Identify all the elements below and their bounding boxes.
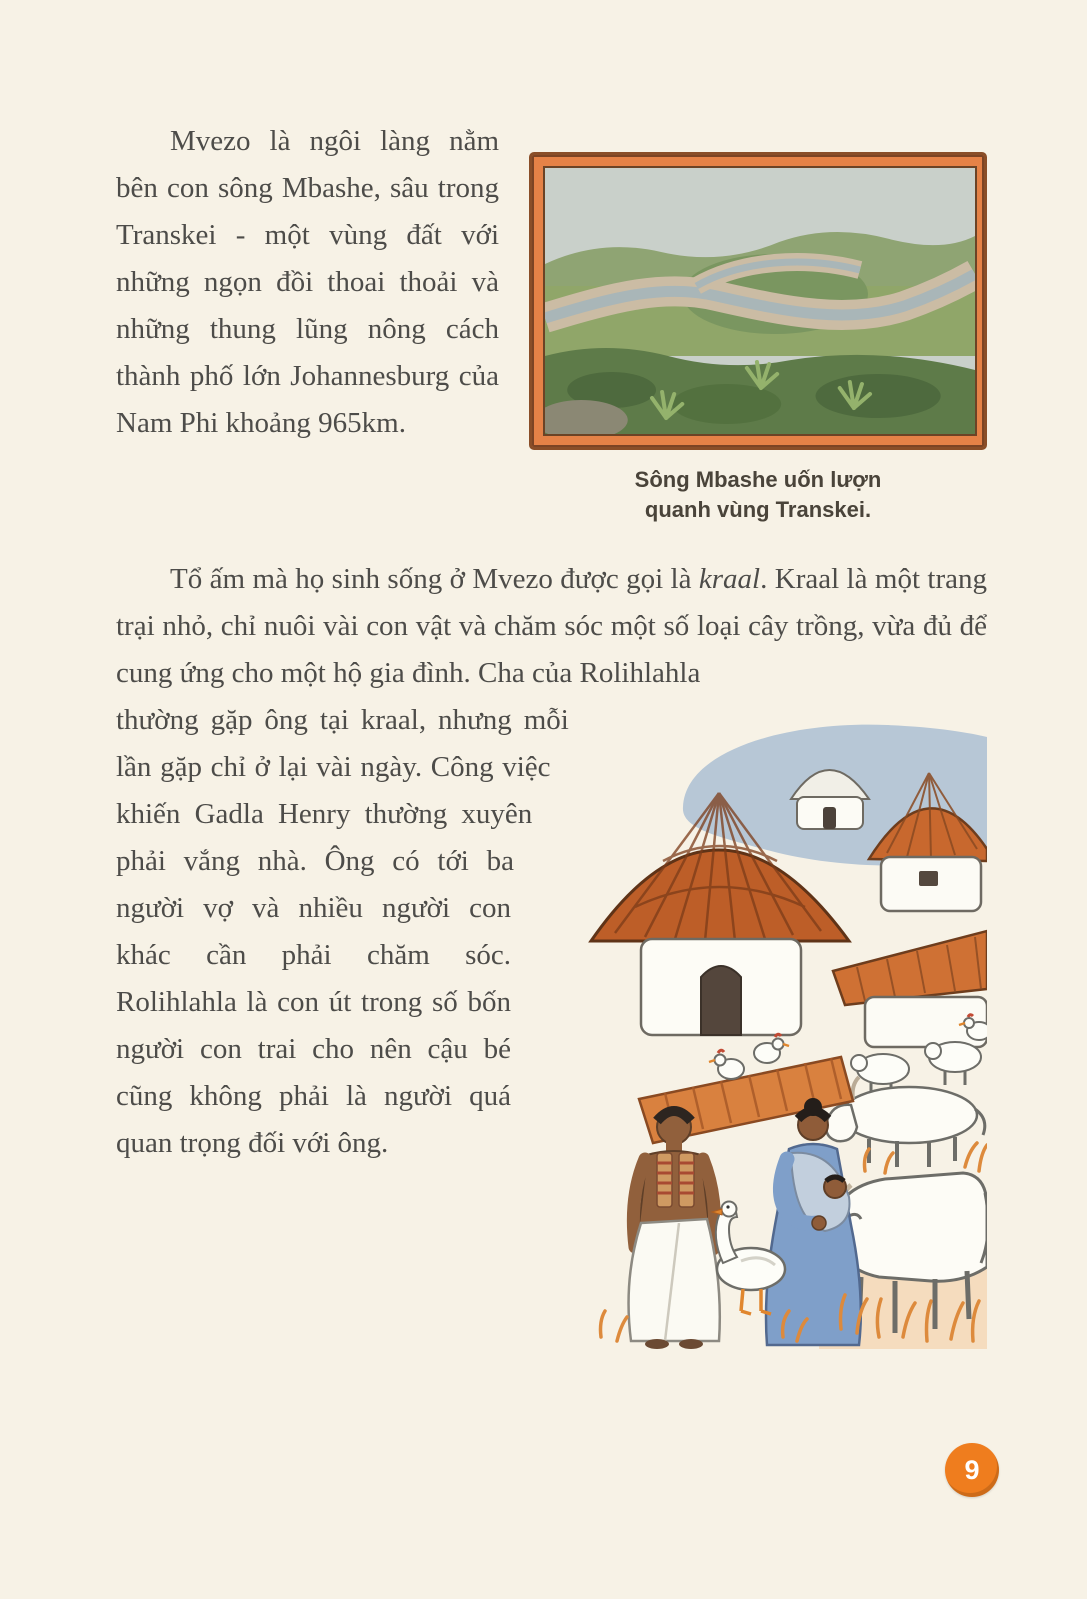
body-paragraph-b-wrap: [116, 697, 987, 1349]
body-section: [116, 556, 987, 1349]
body-text-before-kraal: Tổ ấm mà họ sinh sống ở Mvezo được gọi là: [170, 563, 699, 596]
photo-caption-line2: quanh vùng Transkei.: [644, 496, 872, 522]
photo-figure: [529, 152, 987, 524]
intro-section: [116, 118, 987, 532]
kraal-italic-word: kraal: [698, 563, 761, 596]
body-text-after-kraal: . Kraal là một trang trại nhỏ, chỉ nuôi vài con vật và chăm sóc một số loại cây trồng, vừa đủ để cung ứng cho một hộ gia đình. Cha của Rolihlahla: [116, 563, 987, 690]
village-illustration-svg: [535, 701, 987, 1349]
photo-frame: [529, 152, 987, 450]
body-paragraph-a: [116, 556, 987, 697]
illus-man: [629, 1110, 720, 1349]
village-illustration: [535, 701, 987, 1349]
photo-caption: [529, 465, 987, 524]
page-number-badge: 9: [945, 1443, 999, 1497]
photo-caption-line1: Sông Mbashe uốn lượn: [634, 467, 882, 492]
illus-lower-right-hut: [833, 931, 987, 1047]
mbashe-river-photo: [543, 166, 977, 436]
body-paragraph-b: thường gặp ông tại kraal, nhưng mỗi lần gặp chỉ ở lại vài ngày. Công việc khiến Gadla Henry thường xuyên phải vắng nhà. Ông có tới ba người vợ và nhiều người con khác cần phải chăm sóc. Rolihlahla là con út trong số bốn người con trai cho nên cậu bé cũng không phải là người quá quan trọng đối với ông.: [116, 704, 569, 1160]
intro-paragraph: Mvezo là ngôi làng nằm bên con sông Mbashe, sâu trong Transkei - một vùng đất với những ngọn đồi thoai thoải và những thung lũng nông cách thành phố lớn Johannesburg của Nam Phi khoảng 965km.: [116, 125, 499, 439]
